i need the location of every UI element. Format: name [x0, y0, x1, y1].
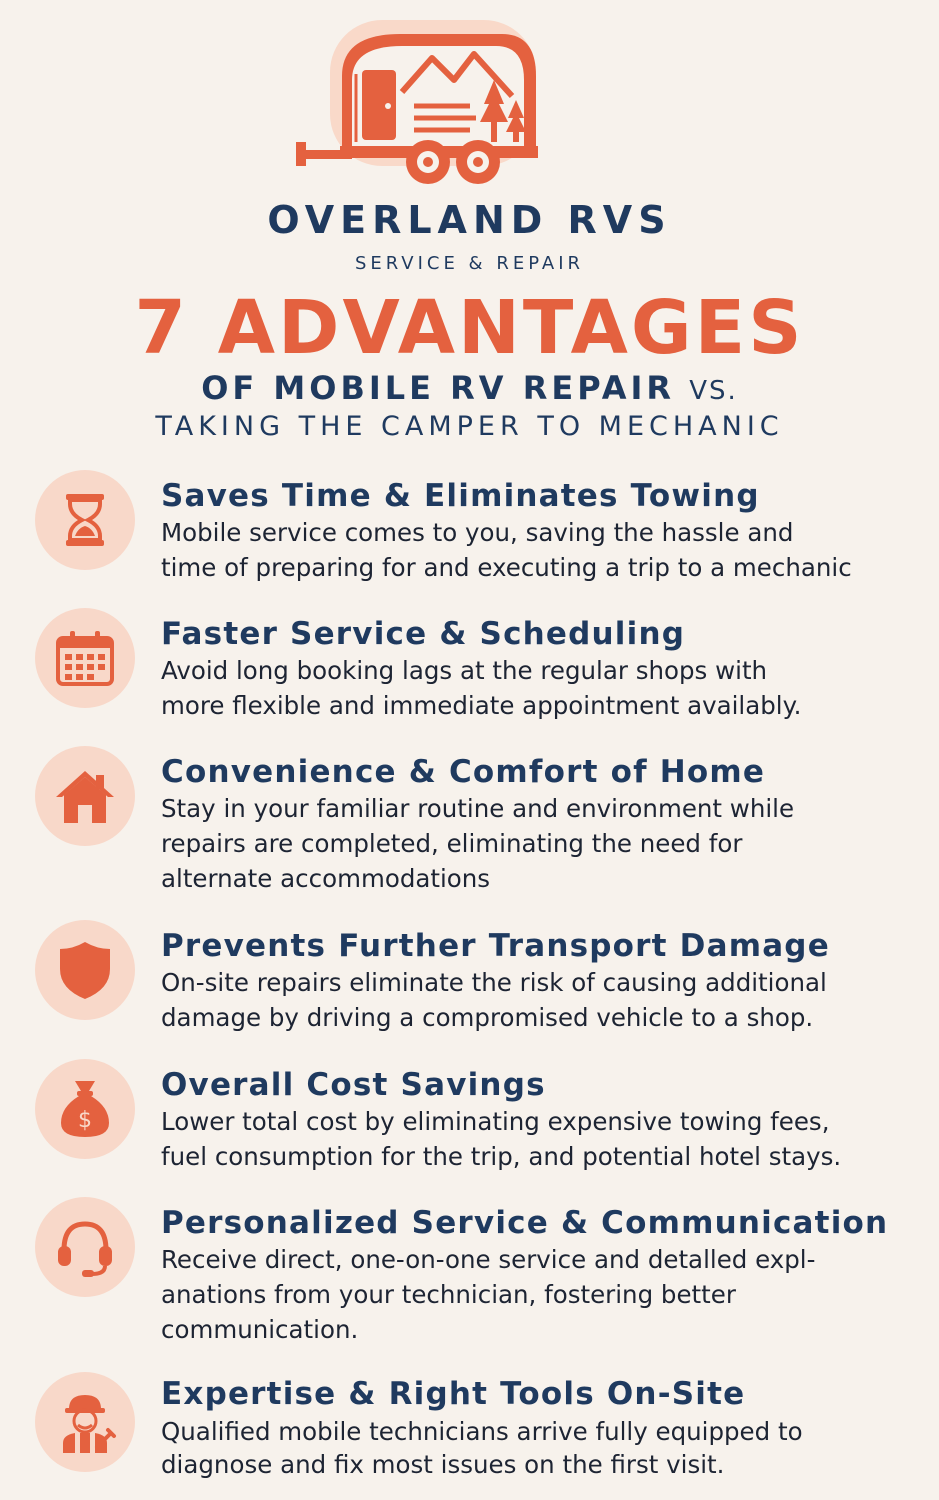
icon-circle [35, 470, 135, 570]
icon-circle [35, 1372, 135, 1472]
icon-circle [35, 1059, 135, 1159]
brand-name: OVERLAND RVS [267, 198, 672, 242]
shield-icon [57, 939, 113, 1001]
subheadline [0, 369, 939, 407]
mechanic-icon [53, 1389, 117, 1455]
hourglass-icon [58, 490, 112, 550]
advantage-description: Avoid long booking lags at the regular shops with more flexible and immediate appointment availably. [161, 656, 802, 720]
house-icon [54, 767, 116, 825]
headline: 7 ADVANTAGES [134, 285, 805, 371]
advantage-title: Expertise & Right Tools On-Site [161, 1376, 746, 1412]
calendar-icon [54, 628, 116, 688]
icon-circle [35, 1197, 135, 1297]
advantage-description: On-site repairs eliminate the risk of causing additional damage by driving a compromised vehicle to a shop. [161, 968, 827, 1032]
rv-camper-icon [290, 14, 560, 194]
advantage-description: Lower total cost by eliminating expensive towing fees, fuel consumption for the trip, and potential hotel stays. [161, 1107, 842, 1171]
svg-text:$: $ [78, 1108, 92, 1133]
advantage-title: Saves Time & Eliminates Towing [161, 478, 760, 514]
advantage-description: Qualified mobile technicians arrive fully equipped to diagnose and fix most issues on the first visit. [161, 1417, 803, 1479]
advantage-title: Overall Cost Savings [161, 1067, 546, 1103]
advantage-title: Convenience & Comfort of Home [161, 754, 766, 790]
subheadline-line2: TAKING THE CAMPER TO MECHANIC [155, 411, 784, 442]
icon-circle [35, 920, 135, 1020]
subheadline-main: OF MOBILE RV REPAIR [201, 369, 676, 407]
brand-subtitle: SERVICE & REPAIR [354, 253, 585, 274]
advantage-title: Personalized Service & Communication [161, 1205, 889, 1241]
advantage-description: Stay in your familiar routine and environment while repairs are completed, eliminating the need for alternate accommodations [161, 794, 795, 893]
icon-circle [35, 746, 135, 846]
advantage-title: Faster Service & Scheduling [161, 616, 686, 652]
advantage-description: Mobile service comes to you, saving the hassle and time of preparing for and executing a trip to a mechanic [161, 518, 852, 582]
icon-circle [35, 608, 135, 708]
money-bag-icon [57, 1077, 113, 1141]
advantage-title: Prevents Further Transport Damage [161, 928, 830, 964]
advantage-description: Receive direct, one-on-one service and detalled expl- anations from your technician, fostering better communication. [161, 1245, 816, 1344]
headset-icon [54, 1216, 116, 1278]
subheadline-vs: VS. [689, 376, 738, 406]
